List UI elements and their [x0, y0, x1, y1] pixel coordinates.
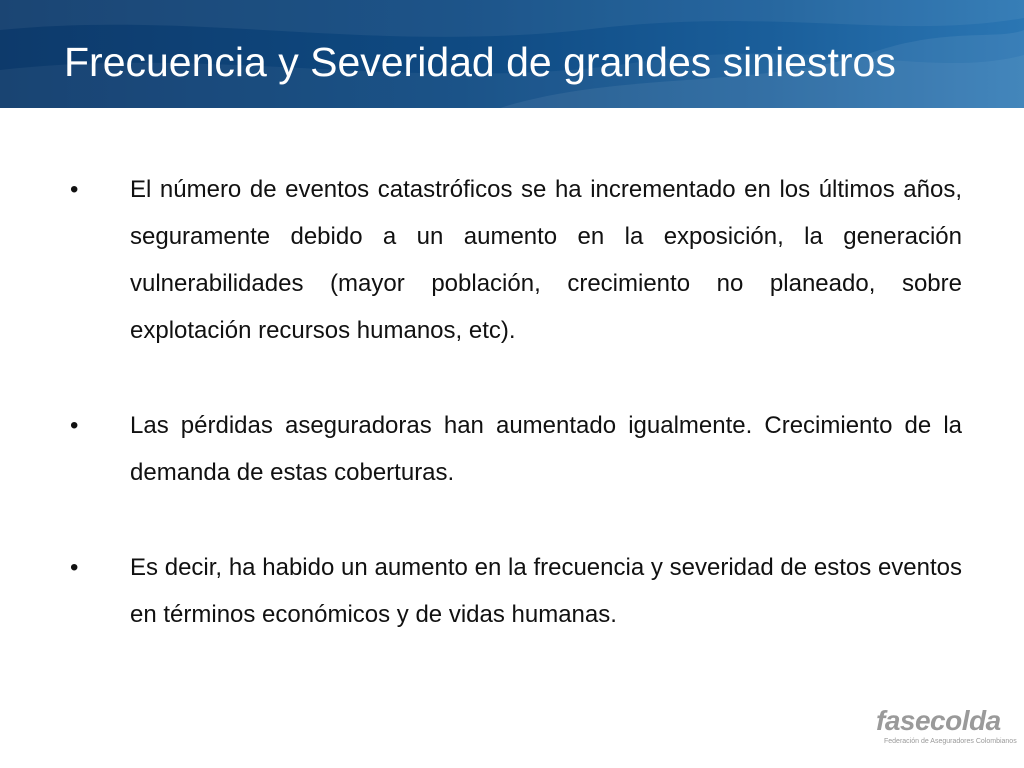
bullet-item	[64, 166, 962, 354]
logo-wordmark: fasecolda	[876, 705, 1001, 736]
bullet-marker: •	[70, 176, 79, 203]
slide-title: Frecuencia y Severidad de grandes siniestros	[64, 39, 896, 85]
logo-tagline: Federación de Aseguradores Colombianos	[884, 738, 1017, 745]
bullet-item	[64, 544, 962, 638]
bullet-marker: •	[70, 554, 79, 581]
bullet-text: Es decir, ha habido un aumento en la frecuencia y severidad de estos eventos en términos económicos y de vidas humanas.	[130, 554, 962, 628]
slide-header	[0, 0, 1024, 108]
bullet-item	[64, 402, 962, 496]
bullet-marker: •	[70, 412, 79, 439]
fasecolda-logo	[876, 705, 1017, 756]
bullet-text: El número de eventos catastróficos se ha incrementado en los últimos años, seguramente debido a un aumento en la exposición, la generación vulnerabilidades (mayor población, crecimiento no planeado, sobre explotación recursos humanos, etc).	[130, 176, 962, 344]
bullet-list	[64, 166, 962, 638]
bullet-text: Las pérdidas aseguradoras han aumentado igualmente. Crecimiento de la demanda de estas coberturas.	[130, 412, 962, 486]
